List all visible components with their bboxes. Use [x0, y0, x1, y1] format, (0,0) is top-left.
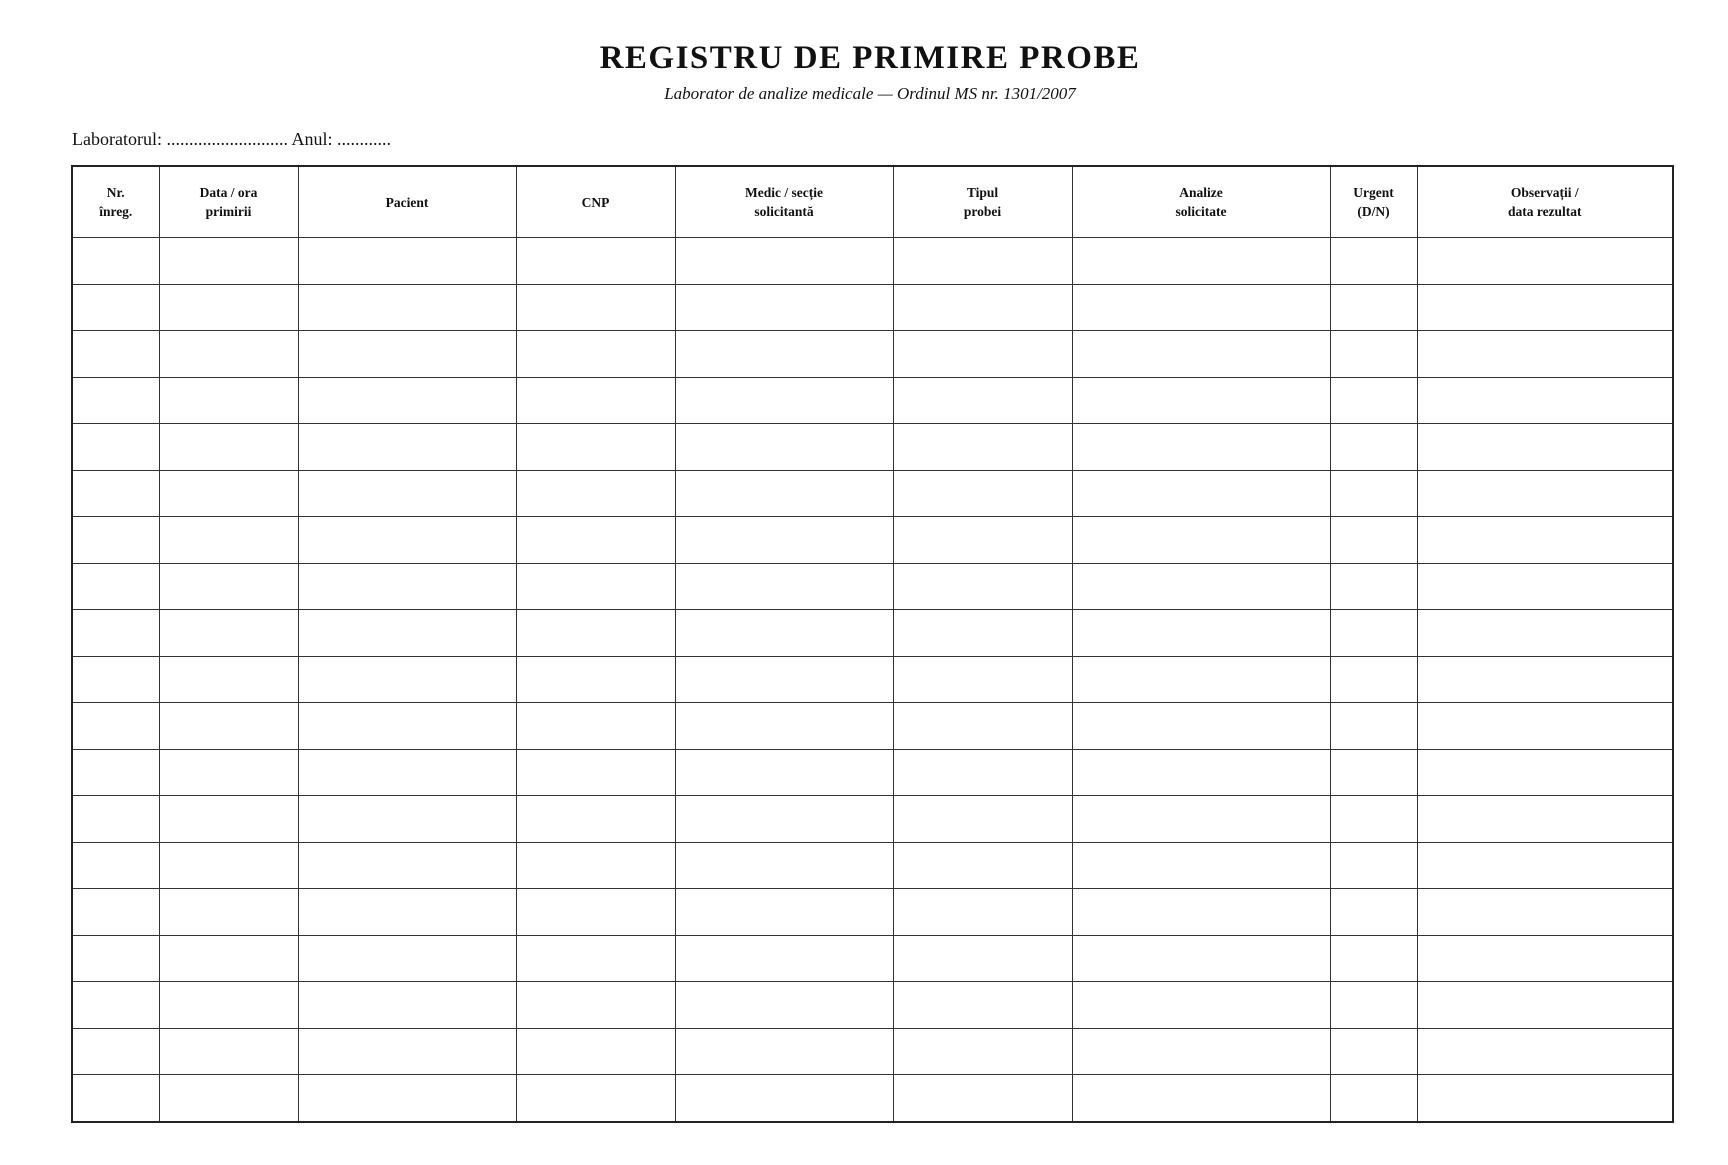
- table-cell[interactable]: [298, 610, 516, 657]
- table-cell[interactable]: [159, 331, 298, 378]
- column-header-pacient: Pacient: [298, 166, 516, 238]
- table-cell[interactable]: [516, 982, 675, 1029]
- table-cell[interactable]: [1417, 610, 1673, 657]
- table-cell[interactable]: [516, 1075, 675, 1122]
- table-cell[interactable]: [893, 889, 1072, 936]
- table-cell[interactable]: [72, 610, 159, 657]
- table-cell[interactable]: [1072, 238, 1330, 285]
- table-cell[interactable]: [298, 517, 516, 564]
- table-cell[interactable]: [159, 889, 298, 936]
- table-cell[interactable]: [1072, 889, 1330, 936]
- table-cell[interactable]: [298, 796, 516, 843]
- table-cell[interactable]: [675, 982, 893, 1029]
- table-cell[interactable]: [1330, 703, 1417, 750]
- table-cell[interactable]: [675, 563, 893, 610]
- table-cell[interactable]: [675, 889, 893, 936]
- table-cell[interactable]: [1330, 889, 1417, 936]
- table-cell[interactable]: [893, 703, 1072, 750]
- table-cell[interactable]: [893, 1028, 1072, 1075]
- table-cell[interactable]: [1417, 889, 1673, 936]
- table-cell[interactable]: [1330, 1075, 1417, 1122]
- table-cell[interactable]: [72, 238, 159, 285]
- table-cell[interactable]: [893, 1075, 1072, 1122]
- table-cell[interactable]: [516, 331, 675, 378]
- table-cell[interactable]: [675, 796, 893, 843]
- table-cell[interactable]: [893, 377, 1072, 424]
- column-header-urgent: Urgent (D/N): [1330, 166, 1417, 238]
- table-cell[interactable]: [72, 1075, 159, 1122]
- table-cell[interactable]: [516, 749, 675, 796]
- table-cell[interactable]: [159, 935, 298, 982]
- table-cell[interactable]: [1417, 517, 1673, 564]
- table-cell[interactable]: [516, 377, 675, 424]
- table-cell[interactable]: [675, 703, 893, 750]
- table-row: [72, 749, 1673, 796]
- table-cell[interactable]: [1330, 377, 1417, 424]
- table-cell[interactable]: [298, 749, 516, 796]
- column-header-tipul-probei: Tipul probei: [893, 166, 1072, 238]
- table-cell[interactable]: [298, 238, 516, 285]
- table-cell[interactable]: [675, 842, 893, 889]
- table-row: [72, 238, 1673, 285]
- table-cell[interactable]: [516, 889, 675, 936]
- table-cell[interactable]: [1330, 238, 1417, 285]
- table-cell[interactable]: [893, 517, 1072, 564]
- table-cell[interactable]: [1330, 796, 1417, 843]
- table-cell[interactable]: [1417, 563, 1673, 610]
- table-row: [72, 656, 1673, 703]
- table-cell[interactable]: [159, 749, 298, 796]
- table-cell[interactable]: [159, 470, 298, 517]
- table-cell[interactable]: [893, 331, 1072, 378]
- table-cell[interactable]: [1330, 284, 1417, 331]
- table-cell[interactable]: [1330, 842, 1417, 889]
- table-cell[interactable]: [1417, 982, 1673, 1029]
- table-cell[interactable]: [1330, 517, 1417, 564]
- table-cell[interactable]: [516, 238, 675, 285]
- column-header-cnp: CNP: [516, 166, 675, 238]
- table-cell[interactable]: [1417, 331, 1673, 378]
- header-row: [72, 166, 1673, 238]
- table-cell[interactable]: [72, 703, 159, 750]
- table-cell[interactable]: [1417, 656, 1673, 703]
- table-cell[interactable]: [1072, 284, 1330, 331]
- table-row: [72, 982, 1673, 1029]
- page-subtitle: Laborator de analize medicale — Ordinul MS nr. 1301/2007: [664, 84, 1076, 103]
- table-cell[interactable]: [159, 284, 298, 331]
- table-cell[interactable]: [159, 610, 298, 657]
- table-cell[interactable]: [675, 749, 893, 796]
- table-cell[interactable]: [72, 377, 159, 424]
- table-row: [72, 517, 1673, 564]
- table-cell[interactable]: [72, 284, 159, 331]
- table-cell[interactable]: [298, 284, 516, 331]
- table-cell[interactable]: [1417, 703, 1673, 750]
- table-cell[interactable]: [298, 377, 516, 424]
- table-cell[interactable]: [1072, 331, 1330, 378]
- table-cell[interactable]: [516, 424, 675, 471]
- table-row: [72, 842, 1673, 889]
- table-cell[interactable]: [1072, 749, 1330, 796]
- table-cell[interactable]: [1330, 563, 1417, 610]
- table-row: [72, 470, 1673, 517]
- table-cell[interactable]: [72, 656, 159, 703]
- table-cell[interactable]: [1330, 610, 1417, 657]
- table-cell[interactable]: [72, 889, 159, 936]
- table-cell[interactable]: [72, 563, 159, 610]
- table-cell[interactable]: [298, 563, 516, 610]
- table-cell[interactable]: [893, 935, 1072, 982]
- table-cell[interactable]: [72, 517, 159, 564]
- table-cell[interactable]: [893, 284, 1072, 331]
- table-cell[interactable]: [1330, 1028, 1417, 1075]
- table-cell[interactable]: [159, 517, 298, 564]
- table-cell[interactable]: [675, 377, 893, 424]
- table-cell[interactable]: [1330, 470, 1417, 517]
- table-cell[interactable]: [1417, 749, 1673, 796]
- register-body: [72, 238, 1673, 1122]
- table-row: [72, 331, 1673, 378]
- table-cell[interactable]: [159, 1075, 298, 1122]
- table-cell[interactable]: [159, 656, 298, 703]
- table-cell[interactable]: [1072, 1075, 1330, 1122]
- table-cell[interactable]: [893, 470, 1072, 517]
- table-cell[interactable]: [1072, 377, 1330, 424]
- table-cell[interactable]: [72, 749, 159, 796]
- table-cell[interactable]: [159, 377, 298, 424]
- column-header-medic-sectie: Medic / secție solicitantă: [675, 166, 893, 238]
- table-cell[interactable]: [1072, 610, 1330, 657]
- table-cell[interactable]: [1417, 377, 1673, 424]
- table-row: [72, 935, 1673, 982]
- table-cell[interactable]: [298, 470, 516, 517]
- table-cell[interactable]: [893, 749, 1072, 796]
- table-cell[interactable]: [298, 935, 516, 982]
- table-cell[interactable]: [1072, 935, 1330, 982]
- table-cell[interactable]: [1417, 238, 1673, 285]
- table-cell[interactable]: [516, 796, 675, 843]
- table-cell[interactable]: [72, 424, 159, 471]
- table-cell[interactable]: [893, 842, 1072, 889]
- table-cell[interactable]: [72, 796, 159, 843]
- table-row: [72, 703, 1673, 750]
- table-cell[interactable]: [516, 842, 675, 889]
- table-row: [72, 563, 1673, 610]
- table-cell[interactable]: [675, 610, 893, 657]
- table-cell[interactable]: [1330, 935, 1417, 982]
- table-cell[interactable]: [298, 656, 516, 703]
- table-cell[interactable]: [1072, 470, 1330, 517]
- table-cell[interactable]: [675, 424, 893, 471]
- table-cell[interactable]: [159, 703, 298, 750]
- table-cell[interactable]: [516, 656, 675, 703]
- table-cell[interactable]: [516, 935, 675, 982]
- table-row: [72, 284, 1673, 331]
- table-cell[interactable]: [893, 610, 1072, 657]
- table-cell[interactable]: [159, 238, 298, 285]
- table-cell[interactable]: [516, 284, 675, 331]
- table-cell[interactable]: [516, 703, 675, 750]
- table-cell[interactable]: [675, 331, 893, 378]
- table-cell[interactable]: [1072, 517, 1330, 564]
- table-row: [72, 1075, 1673, 1122]
- table-cell[interactable]: [1072, 703, 1330, 750]
- table-row: [72, 610, 1673, 657]
- table-cell[interactable]: [1417, 470, 1673, 517]
- table-cell[interactable]: [893, 982, 1072, 1029]
- table-cell[interactable]: [1417, 424, 1673, 471]
- table-cell[interactable]: [159, 563, 298, 610]
- table-cell[interactable]: [298, 982, 516, 1029]
- table-cell[interactable]: [516, 1028, 675, 1075]
- table-cell[interactable]: [1417, 935, 1673, 982]
- table-cell[interactable]: [1330, 656, 1417, 703]
- table-cell[interactable]: [893, 424, 1072, 471]
- table-cell[interactable]: [893, 238, 1072, 285]
- table-row: [72, 424, 1673, 471]
- table-cell[interactable]: [298, 1075, 516, 1122]
- table-cell[interactable]: [72, 842, 159, 889]
- table-cell[interactable]: [72, 935, 159, 982]
- table-cell[interactable]: [72, 331, 159, 378]
- table-cell[interactable]: [516, 470, 675, 517]
- laboratory-year-line: Laboratorul: ........................... Anul: ............: [72, 129, 391, 149]
- table-cell[interactable]: [893, 656, 1072, 703]
- table-cell[interactable]: [675, 1028, 893, 1075]
- table-cell[interactable]: [298, 1028, 516, 1075]
- table-cell[interactable]: [298, 842, 516, 889]
- table-cell[interactable]: [675, 470, 893, 517]
- column-header-observatii: Observații / data rezultat: [1417, 166, 1673, 238]
- table-cell[interactable]: [1072, 982, 1330, 1029]
- table-cell[interactable]: [298, 703, 516, 750]
- table-cell[interactable]: [1072, 563, 1330, 610]
- table-row: [72, 796, 1673, 843]
- table-row: [72, 377, 1673, 424]
- column-header-analize-solicitate: Analize solicitate: [1072, 166, 1330, 238]
- table-cell[interactable]: [675, 238, 893, 285]
- table-cell[interactable]: [1417, 284, 1673, 331]
- table-cell[interactable]: [516, 517, 675, 564]
- table-cell[interactable]: [72, 982, 159, 1029]
- table-cell[interactable]: [72, 1028, 159, 1075]
- table-cell[interactable]: [1417, 1075, 1673, 1122]
- table-cell[interactable]: [1072, 796, 1330, 843]
- table-cell[interactable]: [516, 610, 675, 657]
- table-cell[interactable]: [1417, 842, 1673, 889]
- page-title: REGISTRU DE PRIMIRE PROBE: [599, 40, 1141, 76]
- table-cell[interactable]: [1072, 656, 1330, 703]
- table-cell[interactable]: [298, 424, 516, 471]
- table-cell[interactable]: [893, 563, 1072, 610]
- table-cell[interactable]: [1330, 982, 1417, 1029]
- table-cell[interactable]: [675, 517, 893, 564]
- table-cell[interactable]: [1417, 796, 1673, 843]
- table-cell[interactable]: [1072, 424, 1330, 471]
- table-cell[interactable]: [893, 796, 1072, 843]
- table-cell[interactable]: [1330, 331, 1417, 378]
- table-cell[interactable]: [159, 982, 298, 1029]
- table-row: [72, 1028, 1673, 1075]
- table-row: [72, 889, 1673, 936]
- table-cell[interactable]: [516, 563, 675, 610]
- table-cell[interactable]: [675, 1075, 893, 1122]
- table-cell[interactable]: [1417, 1028, 1673, 1075]
- table-cell[interactable]: [159, 796, 298, 843]
- table-cell[interactable]: [159, 842, 298, 889]
- table-cell[interactable]: [298, 331, 516, 378]
- table-cell[interactable]: [1072, 1028, 1330, 1075]
- table-cell[interactable]: [675, 935, 893, 982]
- table-cell[interactable]: [1072, 842, 1330, 889]
- column-header-nr-inreg: Nr. înreg.: [72, 166, 159, 238]
- table-cell[interactable]: [72, 470, 159, 517]
- table-cell[interactable]: [1330, 424, 1417, 471]
- table-cell[interactable]: [298, 889, 516, 936]
- table-cell[interactable]: [159, 1028, 298, 1075]
- table-cell[interactable]: [159, 424, 298, 471]
- table-cell[interactable]: [1330, 749, 1417, 796]
- register-table: [71, 165, 1674, 1123]
- table-cell[interactable]: [675, 656, 893, 703]
- column-header-data-ora-primirii: Data / ora primirii: [159, 166, 298, 238]
- table-cell[interactable]: [675, 284, 893, 331]
